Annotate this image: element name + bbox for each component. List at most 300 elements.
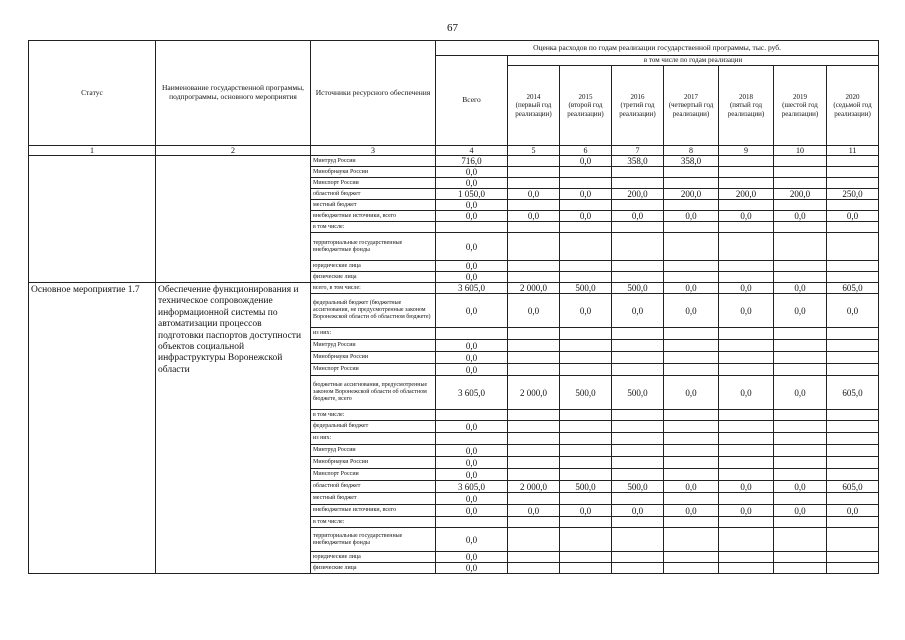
column-number: 1	[29, 146, 156, 156]
year-value	[560, 563, 612, 574]
year-value	[612, 178, 664, 189]
total-value: 0,0	[436, 445, 508, 457]
year-value	[560, 457, 612, 469]
year-value	[774, 410, 827, 421]
total-value: 0,0	[436, 457, 508, 469]
column-number: 8	[664, 146, 719, 156]
year-value	[827, 261, 879, 272]
source-cell: Минтруд России	[311, 156, 436, 167]
source-cell: Минспорт России	[311, 178, 436, 189]
year-value	[774, 156, 827, 167]
year-value	[508, 272, 560, 283]
total-value	[436, 222, 508, 233]
year-value	[664, 178, 719, 189]
year-value: 0,0	[774, 376, 827, 410]
header-year-number: 2019	[793, 93, 807, 102]
year-value: 0,0	[664, 294, 719, 328]
year-value	[508, 364, 560, 376]
header-year-label: (шестой год реализации)	[781, 101, 819, 118]
year-value	[560, 261, 612, 272]
year-value	[612, 493, 664, 505]
year-value	[508, 433, 560, 445]
year-value	[664, 457, 719, 469]
source-cell: в том числе:	[311, 222, 436, 233]
year-value	[774, 261, 827, 272]
name-cell	[156, 156, 311, 283]
year-value: 0,0	[508, 211, 560, 222]
header-year-label: (пятый год реализации)	[727, 101, 765, 118]
source-cell: Минобрнауки России	[311, 167, 436, 178]
total-value: 3 605,0	[436, 481, 508, 493]
year-value: 200,0	[612, 189, 664, 200]
year-value	[774, 233, 827, 261]
year-value	[508, 457, 560, 469]
year-value	[664, 200, 719, 211]
source-cell: областной бюджет	[311, 481, 436, 493]
header-year-2017	[664, 66, 719, 146]
year-value	[560, 517, 612, 528]
year-value	[719, 517, 774, 528]
year-value	[827, 528, 879, 552]
column-number: 4	[436, 146, 508, 156]
year-value	[560, 233, 612, 261]
header-year-2018	[719, 66, 774, 146]
header-year-number: 2014	[526, 93, 541, 102]
year-value	[508, 469, 560, 481]
year-value	[664, 469, 719, 481]
year-value	[508, 528, 560, 552]
year-value: 0,0	[560, 505, 612, 517]
year-value	[827, 552, 879, 563]
year-value	[560, 445, 612, 457]
year-value	[560, 552, 612, 563]
year-value	[560, 178, 612, 189]
year-value	[774, 433, 827, 445]
year-value: 0,0	[664, 376, 719, 410]
year-value	[719, 421, 774, 433]
year-value: 0,0	[719, 283, 774, 294]
year-value: 2 000,0	[508, 376, 560, 410]
header-year-number: 2017	[684, 93, 698, 102]
year-value: 0,0	[774, 481, 827, 493]
year-value	[827, 517, 879, 528]
total-value	[436, 433, 508, 445]
year-value	[664, 410, 719, 421]
header-year-label: (седьмой год реализации)	[833, 101, 872, 118]
year-value: 0,0	[508, 294, 560, 328]
total-value: 0,0	[436, 211, 508, 222]
header-year-label: (первый год реализации)	[515, 101, 552, 118]
year-value	[508, 328, 560, 340]
year-value	[664, 493, 719, 505]
year-value: 0,0	[560, 189, 612, 200]
source-cell: Минтруд России	[311, 445, 436, 457]
year-value	[664, 328, 719, 340]
year-value	[664, 552, 719, 563]
source-cell: областной бюджет	[311, 189, 436, 200]
source-cell: юридические лица	[311, 552, 436, 563]
source-cell: федеральный бюджет (бюджетные ассигнования, не предусмотренные законом Воронежской области об областном бюджете)	[311, 294, 436, 328]
source-cell: в том числе:	[311, 410, 436, 421]
year-value	[664, 352, 719, 364]
year-value: 605,0	[827, 481, 879, 493]
year-value	[612, 517, 664, 528]
year-value: 0,0	[560, 211, 612, 222]
source-cell: из них:	[311, 328, 436, 340]
name-cell: Обеспечение функционирования и техническое сопровождение информационной системы по автоматизации процессов подготовки паспортов доступности объектов социальной инфраструктуры Воронежской области	[156, 283, 311, 574]
year-value	[774, 528, 827, 552]
year-value	[719, 328, 774, 340]
year-value: 0,0	[508, 189, 560, 200]
source-cell: всего, в том числе:	[311, 283, 436, 294]
year-value	[719, 528, 774, 552]
source-cell: Минспорт России	[311, 469, 436, 481]
year-value	[508, 517, 560, 528]
year-value	[827, 469, 879, 481]
year-value: 0,0	[827, 505, 879, 517]
source-cell: Минобрнауки России	[311, 352, 436, 364]
year-value: 358,0	[664, 156, 719, 167]
year-value: 0,0	[774, 294, 827, 328]
year-value: 500,0	[612, 481, 664, 493]
header-status: Статус	[29, 41, 156, 146]
year-value: 0,0	[719, 481, 774, 493]
header-year-label: (четвертый год реализации)	[668, 101, 714, 118]
column-number: 9	[719, 146, 774, 156]
header-year-2016	[612, 66, 664, 146]
year-value: 500,0	[560, 376, 612, 410]
total-value: 0,0	[436, 563, 508, 574]
year-value	[560, 528, 612, 552]
year-value	[664, 222, 719, 233]
year-value	[827, 493, 879, 505]
source-cell: юридические лица	[311, 261, 436, 272]
year-value	[719, 340, 774, 352]
year-value	[664, 563, 719, 574]
year-value	[774, 222, 827, 233]
total-value: 0,0	[436, 200, 508, 211]
status-cell	[29, 156, 156, 283]
year-value	[612, 340, 664, 352]
header-year-number: 2015	[578, 93, 593, 102]
header-year-number: 2018	[739, 93, 753, 102]
year-value: 0,0	[612, 294, 664, 328]
year-value	[827, 328, 879, 340]
header-name: Наименование государственной программы, подпрограммы, основного мероприятия	[156, 41, 311, 146]
total-value: 0,0	[436, 493, 508, 505]
year-value	[719, 493, 774, 505]
year-value: 0,0	[508, 505, 560, 517]
year-value	[560, 222, 612, 233]
column-number: 7	[612, 146, 664, 156]
year-value	[827, 167, 879, 178]
total-value: 3 605,0	[436, 283, 508, 294]
year-value: 0,0	[719, 211, 774, 222]
total-value: 0,0	[436, 272, 508, 283]
year-value	[560, 364, 612, 376]
year-value	[508, 156, 560, 167]
year-value: 0,0	[612, 211, 664, 222]
year-value	[612, 272, 664, 283]
total-value: 0,0	[436, 352, 508, 364]
year-value: 0,0	[664, 283, 719, 294]
year-value	[719, 167, 774, 178]
year-value: 605,0	[827, 283, 879, 294]
year-value	[827, 410, 879, 421]
year-value	[612, 563, 664, 574]
total-value: 0,0	[436, 340, 508, 352]
year-value	[719, 272, 774, 283]
column-number: 2	[156, 146, 311, 156]
year-value	[508, 261, 560, 272]
total-value: 0,0	[436, 528, 508, 552]
total-value: 0,0	[436, 469, 508, 481]
year-value: 200,0	[774, 189, 827, 200]
year-value: 0,0	[719, 376, 774, 410]
year-value	[612, 445, 664, 457]
total-value: 0,0	[436, 552, 508, 563]
year-value	[508, 410, 560, 421]
year-value	[664, 340, 719, 352]
year-value	[774, 328, 827, 340]
year-value	[612, 528, 664, 552]
year-value: 2 000,0	[508, 481, 560, 493]
year-value	[508, 493, 560, 505]
year-value: 0,0	[664, 505, 719, 517]
year-value	[560, 410, 612, 421]
year-value	[774, 517, 827, 528]
year-value	[508, 421, 560, 433]
year-value	[508, 178, 560, 189]
header-year-2019	[774, 66, 827, 146]
column-number: 5	[508, 146, 560, 156]
year-value	[719, 410, 774, 421]
year-value	[560, 493, 612, 505]
year-value	[508, 200, 560, 211]
total-value: 0,0	[436, 505, 508, 517]
source-cell: бюджетные ассигнования, предусмотренные законом Воронежской области об областном бюджете, всего	[311, 376, 436, 410]
year-value	[774, 421, 827, 433]
year-value	[508, 445, 560, 457]
year-value	[560, 469, 612, 481]
total-value: 0,0	[436, 364, 508, 376]
year-value	[719, 261, 774, 272]
year-value	[560, 352, 612, 364]
year-value	[719, 457, 774, 469]
year-value: 0,0	[827, 211, 879, 222]
year-value: 0,0	[827, 294, 879, 328]
year-value	[612, 410, 664, 421]
year-value	[612, 200, 664, 211]
source-cell: местный бюджет	[311, 493, 436, 505]
source-cell: внебюджетные источники, всего	[311, 211, 436, 222]
year-value	[508, 563, 560, 574]
year-value	[664, 421, 719, 433]
year-value: 605,0	[827, 376, 879, 410]
year-value	[612, 261, 664, 272]
year-value: 2 000,0	[508, 283, 560, 294]
year-value	[664, 261, 719, 272]
year-value	[827, 340, 879, 352]
year-value	[612, 552, 664, 563]
year-value	[774, 340, 827, 352]
total-value: 3 605,0	[436, 376, 508, 410]
year-value	[664, 433, 719, 445]
year-value	[664, 364, 719, 376]
year-value	[774, 552, 827, 563]
header-year-number: 2020	[845, 93, 860, 102]
year-value	[827, 421, 879, 433]
year-value	[719, 445, 774, 457]
source-cell: Минспорт России	[311, 364, 436, 376]
year-value	[560, 340, 612, 352]
year-value	[774, 272, 827, 283]
status-cell: Основное мероприятие 1.7	[29, 283, 156, 574]
header-year-2014	[508, 66, 560, 146]
year-value	[719, 233, 774, 261]
year-value: 500,0	[560, 283, 612, 294]
year-value	[508, 233, 560, 261]
year-value	[612, 421, 664, 433]
total-value: 0,0	[436, 167, 508, 178]
year-value	[774, 200, 827, 211]
column-number: 11	[827, 146, 879, 156]
year-value	[612, 364, 664, 376]
year-value	[827, 433, 879, 445]
year-value	[612, 167, 664, 178]
year-value	[719, 178, 774, 189]
source-cell: территориальные государственные внебюджетные фонды	[311, 233, 436, 261]
year-value	[508, 222, 560, 233]
header-year-label: (третий год реализации)	[619, 101, 656, 118]
year-value	[508, 167, 560, 178]
year-value	[774, 457, 827, 469]
source-cell: физические лица	[311, 272, 436, 283]
year-value	[508, 352, 560, 364]
year-value	[827, 200, 879, 211]
year-value	[827, 178, 879, 189]
header-year-label: (второй год реализации)	[567, 101, 604, 118]
year-value	[719, 352, 774, 364]
year-value	[827, 272, 879, 283]
header-total: Всего	[436, 56, 508, 146]
year-value	[560, 433, 612, 445]
year-value	[719, 563, 774, 574]
source-cell: федеральный бюджет	[311, 421, 436, 433]
total-value	[436, 517, 508, 528]
page-number: 67	[447, 22, 458, 34]
year-value: 250,0	[827, 189, 879, 200]
table-row	[29, 156, 879, 167]
header-year-2015	[560, 66, 612, 146]
header-year-number: 2016	[630, 93, 645, 102]
year-value	[664, 233, 719, 261]
year-value	[612, 457, 664, 469]
year-value: 200,0	[664, 189, 719, 200]
column-number: 3	[311, 146, 436, 156]
year-value: 0,0	[774, 283, 827, 294]
year-value	[827, 364, 879, 376]
source-cell: местный бюджет	[311, 200, 436, 211]
header-sources: Источники ресурсного обеспечения	[311, 41, 436, 146]
header-year-2020	[827, 66, 879, 146]
source-cell: физические лица	[311, 563, 436, 574]
year-value: 0,0	[560, 156, 612, 167]
year-value	[827, 563, 879, 574]
year-value	[774, 178, 827, 189]
year-value	[664, 272, 719, 283]
column-number: 10	[774, 146, 827, 156]
year-value	[560, 328, 612, 340]
header-estimate: Оценка расходов по годам реализации государственной программы, тыс. руб.	[436, 41, 879, 56]
source-cell: Минобрнауки России	[311, 457, 436, 469]
year-value: 0,0	[612, 505, 664, 517]
total-value: 0,0	[436, 261, 508, 272]
source-cell: из них:	[311, 433, 436, 445]
year-value	[774, 445, 827, 457]
year-value	[774, 563, 827, 574]
source-cell: внебюджетные источники, всего	[311, 505, 436, 517]
source-cell: территориальные государственные внебюджетные фонды	[311, 528, 436, 552]
year-value	[664, 517, 719, 528]
year-value	[827, 445, 879, 457]
year-value	[612, 469, 664, 481]
year-value	[827, 156, 879, 167]
year-value	[612, 433, 664, 445]
total-value: 0,0	[436, 178, 508, 189]
total-value: 1 050,0	[436, 189, 508, 200]
year-value	[612, 233, 664, 261]
total-value: 0,0	[436, 421, 508, 433]
year-value	[664, 445, 719, 457]
year-value: 0,0	[664, 481, 719, 493]
year-value	[719, 156, 774, 167]
year-value	[774, 352, 827, 364]
year-value: 500,0	[612, 283, 664, 294]
total-value: 716,0	[436, 156, 508, 167]
year-value	[664, 167, 719, 178]
year-value: 500,0	[612, 376, 664, 410]
year-value: 500,0	[560, 481, 612, 493]
year-value	[508, 340, 560, 352]
year-value: 0,0	[560, 294, 612, 328]
year-value	[719, 364, 774, 376]
year-value	[612, 352, 664, 364]
year-value: 0,0	[719, 294, 774, 328]
year-value	[560, 272, 612, 283]
source-cell: Минтруд России	[311, 340, 436, 352]
column-number: 6	[560, 146, 612, 156]
year-value	[827, 352, 879, 364]
year-value	[774, 167, 827, 178]
year-value	[774, 493, 827, 505]
year-value	[560, 421, 612, 433]
total-value	[436, 328, 508, 340]
year-value: 0,0	[774, 505, 827, 517]
year-value	[774, 364, 827, 376]
year-value: 0,0	[664, 211, 719, 222]
year-value	[774, 469, 827, 481]
budget-table	[28, 40, 879, 574]
year-value: 0,0	[719, 505, 774, 517]
year-value	[612, 328, 664, 340]
year-value	[719, 469, 774, 481]
year-value	[719, 433, 774, 445]
year-value	[560, 200, 612, 211]
year-value	[719, 552, 774, 563]
year-value	[827, 457, 879, 469]
header-by-years: в том числе по годам реализации	[508, 56, 879, 66]
